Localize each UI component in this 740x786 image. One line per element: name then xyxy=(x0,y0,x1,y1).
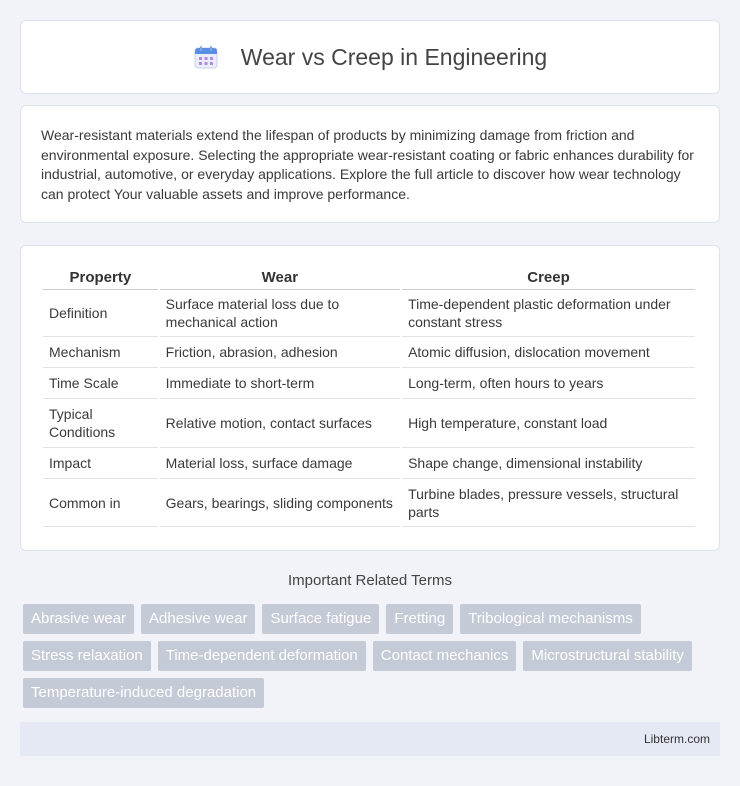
table-cell: Mechanism xyxy=(43,337,158,368)
table-cell: Definition xyxy=(43,290,158,337)
footer-site-link[interactable]: Libterm.com xyxy=(643,732,710,746)
calendar-icon xyxy=(193,44,219,70)
table-row xyxy=(43,448,695,479)
header-creep: Creep xyxy=(402,266,695,290)
header-card xyxy=(20,20,720,94)
comparison-table-card xyxy=(20,245,720,551)
page-title: Wear vs Creep in Engineering xyxy=(240,43,548,70)
tag-stress-relaxation[interactable]: Stress relaxation xyxy=(23,641,151,671)
tag-time-dependent-deformation[interactable]: Time-dependent deformation xyxy=(158,641,366,671)
table-row xyxy=(43,337,695,368)
table-header-row xyxy=(43,266,695,290)
table-cell: Common in xyxy=(43,479,158,527)
table-cell: Surface material loss due to mechanical action xyxy=(160,290,400,337)
table-row xyxy=(43,399,695,448)
table-cell: Gears, bearings, sliding components xyxy=(160,479,400,527)
comparison-table xyxy=(41,266,697,527)
intro-card xyxy=(20,105,720,223)
tag-tribological-mechanisms[interactable]: Tribological mechanisms xyxy=(460,604,641,634)
table-cell: Shape change, dimensional instability xyxy=(402,448,695,479)
tag-contact-mechanics[interactable]: Contact mechanics xyxy=(373,641,517,671)
table-cell: Impact xyxy=(43,448,158,479)
table-row xyxy=(43,368,695,399)
table-cell: Long-term, often hours to years xyxy=(402,368,695,399)
tag-surface-fatigue[interactable]: Surface fatigue xyxy=(262,604,379,634)
table-cell: Time-dependent plastic deformation under constant stress xyxy=(402,290,695,337)
header-wear: Wear xyxy=(160,266,400,290)
table-cell: Material loss, surface damage xyxy=(160,448,400,479)
table-cell: Relative motion, contact surfaces xyxy=(160,399,400,448)
tag-fretting[interactable]: Fretting xyxy=(386,604,453,634)
table-cell: Atomic diffusion, dislocation movement xyxy=(402,337,695,368)
header-property: Property xyxy=(43,266,158,290)
table-row xyxy=(43,290,695,337)
tag-temperature-induced-degradation[interactable]: Temperature-induced degradation xyxy=(23,678,264,708)
table-row xyxy=(43,479,695,527)
table-cell: Turbine blades, pressure vessels, structural parts xyxy=(402,479,695,527)
intro-text: Wear-resistant materials extend the lifespan of products by minimizing damage from friction and environmental exposure. Selecting the appropriate wear-resistant coating or fabric enhances durability for industrial, automotive, or everyday applications. Explore the full article to discover how wear technology can protect Your valuable assets and improve performance. xyxy=(41,127,694,202)
table-cell: High temperature, constant load xyxy=(402,399,695,448)
footer xyxy=(20,722,720,756)
header xyxy=(193,44,547,71)
table-cell: Friction, abrasion, adhesion xyxy=(160,337,400,368)
related-terms-title: Important Related Terms xyxy=(288,572,452,589)
table-cell: Immediate to short-term xyxy=(160,368,400,399)
related-terms-tags xyxy=(23,604,723,715)
tag-microstructural-stability[interactable]: Microstructural stability xyxy=(523,641,692,671)
table-cell: Time Scale xyxy=(43,368,158,399)
tag-abrasive-wear[interactable]: Abrasive wear xyxy=(23,604,134,634)
table-cell: Typical Conditions xyxy=(43,399,158,448)
tag-adhesive-wear[interactable]: Adhesive wear xyxy=(141,604,255,634)
